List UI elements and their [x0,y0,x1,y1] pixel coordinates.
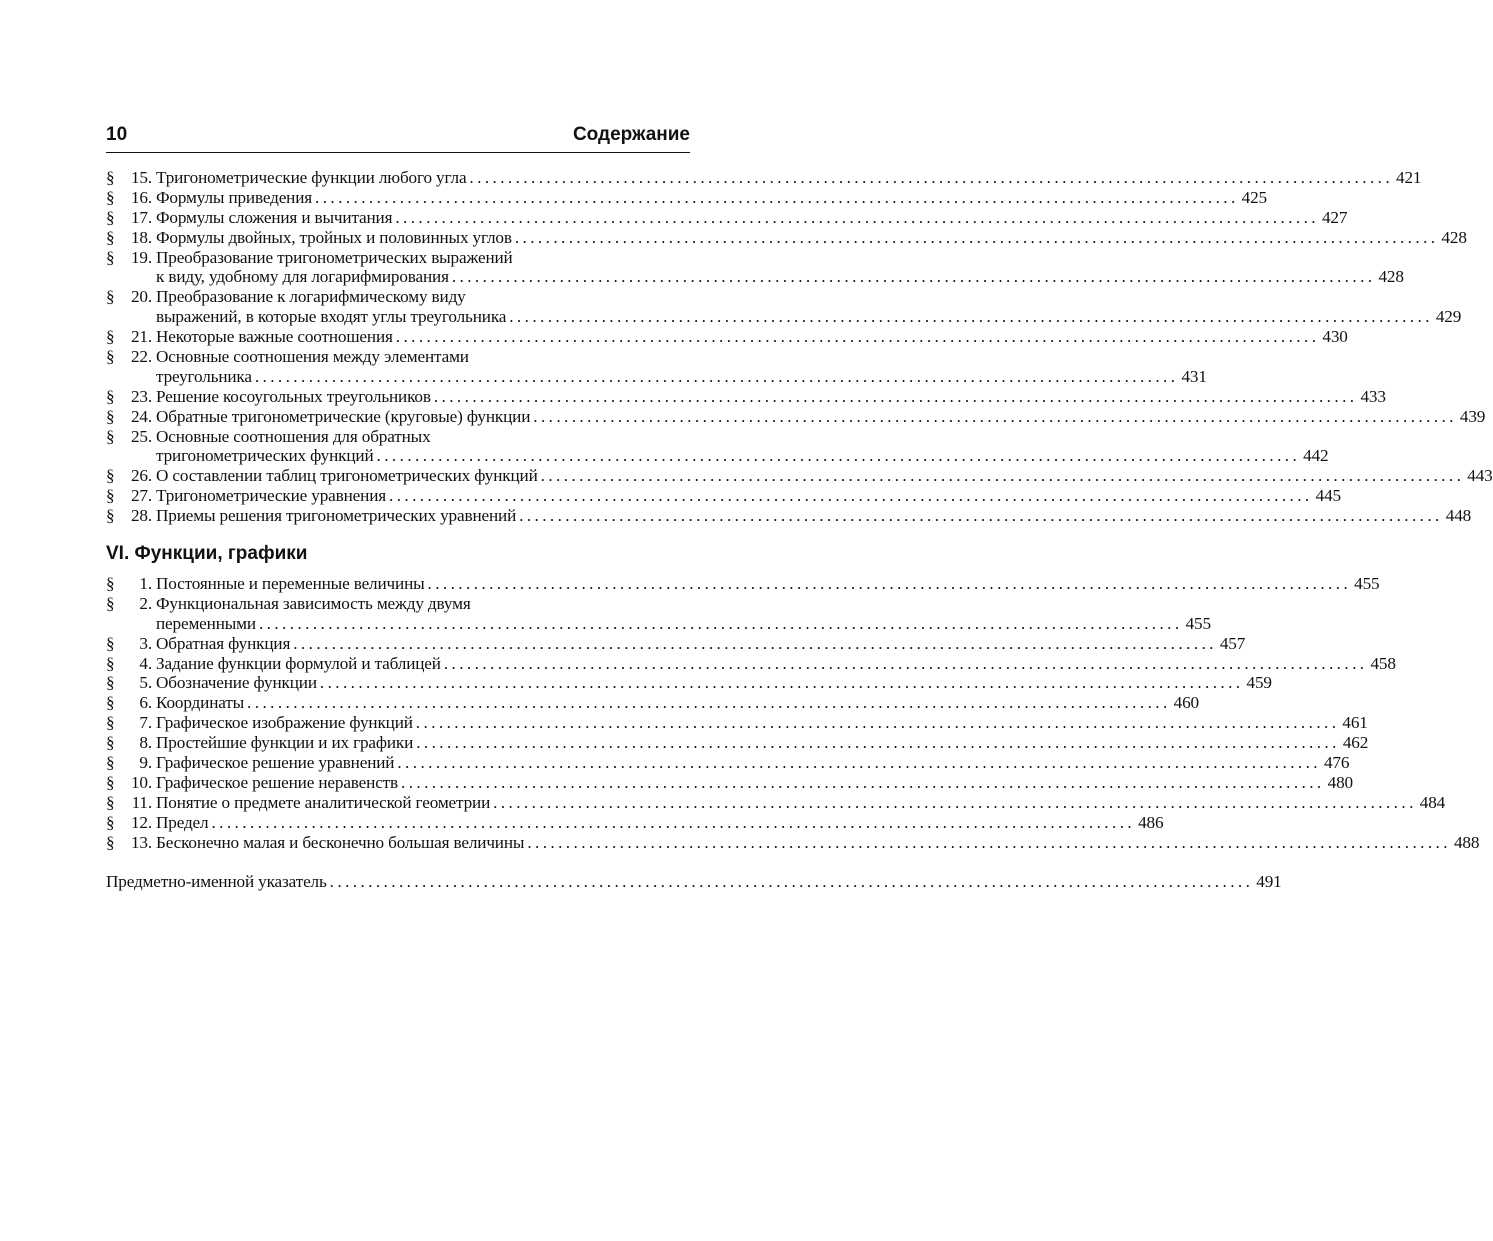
section-sign: § [106,466,115,486]
entry-number: 28. [130,506,152,526]
entry-number: 6. [139,693,152,713]
dot-leader: ........................................................................................................................ [493,792,1417,812]
section-sign: § [106,812,115,832]
dot-leader: ........................................................................................................................ [397,753,1321,773]
toc-entry[interactable] [106,386,1386,407]
section-sign: § [106,633,115,653]
section-number [106,168,156,188]
entry-title: О составлении таблиц тригонометрических функций [156,466,538,486]
entry-page: 458 [1370,653,1396,673]
entry-number: 19. [130,247,152,267]
entry-number: 17. [130,207,152,227]
entry-title: Постоянные и переменные величины [156,574,425,593]
section-sign: § [106,227,115,247]
dot-leader: ........................................................................................................................ [451,267,1376,287]
entry-title: Бесконечно малая и бесконечно большая величины [156,832,525,852]
toc-entry[interactable] [106,633,1246,654]
entry-page: 431 [1181,366,1207,386]
entry-page: 484 [1419,792,1446,812]
entry-title: треугольника [156,366,252,386]
part-heading: VI. Функции, графики [106,543,308,564]
entry-title: Функциональная зависимость между двумя [156,593,471,613]
toc-entry-index[interactable] [106,872,1282,892]
entry-title: Предметно-именной указатель [106,872,327,891]
dot-leader: ........................................................................................................................ [211,812,1136,832]
entry-title: Формулы сложения и вычитания [156,207,393,227]
section-number [106,228,156,248]
section-sign: § [106,713,115,733]
entry-page: 430 [1322,327,1348,347]
toc-entry[interactable] [106,733,1369,753]
entry-title: Формулы двойных, тройных и половинных углов [156,227,512,247]
section-number [106,427,156,447]
entry-number: 21. [130,327,152,347]
section-sign: § [106,653,115,673]
toc-entry[interactable] [106,693,1200,713]
entry-title: выражений, в которые входят углы треугольника [156,307,507,327]
toc-entry[interactable] [106,486,1341,506]
section-sign: § [106,426,115,446]
entry-page: 457 [1219,633,1246,653]
toc-entry[interactable] [106,248,690,268]
entry-title: Основные соотношения между элементами [156,347,469,367]
dot-leader: ........................................................................................................................ [401,772,1325,792]
dot-leader: ........................................................................................................................ [395,207,1319,227]
entry-title: Графическое изображение функций [156,713,413,733]
entry-number: 16. [130,187,152,207]
dot-leader: ........................................................................................................................ [540,466,1465,486]
section-number [106,833,156,853]
entry-number: 8. [139,733,152,753]
entry-number: 12. [130,812,152,832]
entry-title: Понятие о предмете аналитической геометрии [156,792,491,812]
toc-entry[interactable] [106,812,1164,833]
indent [106,307,156,327]
entry-title: Графическое решение неравенств [156,772,398,792]
section-number [106,188,156,208]
entry-page: 428 [1441,227,1467,247]
dot-leader: ........................................................................................................................ [519,506,1443,526]
dot-leader: ........................................................................................................................ [514,227,1439,247]
entry-number: 4. [139,653,152,673]
section-number [106,773,156,793]
toc-entry[interactable] [106,466,1493,486]
section-number [106,594,156,614]
page-number: 10 [106,124,128,145]
entry-number: 23. [130,386,152,406]
entry-page: 462 [1342,733,1369,753]
entry-page: 486 [1138,812,1164,832]
entry-page: 488 [1453,832,1480,852]
entry-page: 439 [1459,406,1486,426]
toc-entry[interactable] [106,832,1480,853]
toc-entry[interactable] [106,347,690,367]
section-sign: § [106,327,115,347]
entry-page: 428 [1378,267,1404,287]
section-sign: § [106,287,115,307]
dot-leader: ........................................................................................................................ [258,613,1183,633]
entry-number: 20. [130,287,152,307]
toc-list-part-vi [106,574,1480,852]
section-sign: § [106,247,115,267]
entry-title: Приемы решения тригонометрических уравнений [156,506,517,526]
toc-entry[interactable] [106,366,1207,387]
indent [106,267,156,287]
entry-page: 427 [1321,207,1348,227]
section-number [106,248,156,268]
entry-title: Обозначение функции [156,673,317,693]
section-number [106,813,156,833]
section-sign: § [106,168,115,187]
section-number [106,753,156,773]
toc-entry[interactable] [106,772,1353,793]
toc-entry[interactable] [106,307,1462,327]
entry-number: 13. [130,832,152,852]
entry-page: 459 [1246,673,1272,693]
entry-page: 455 [1185,613,1211,633]
running-header [106,124,690,153]
section-sign: § [106,673,115,693]
entry-page: 448 [1445,506,1472,526]
section-number [106,287,156,307]
toc-entry[interactable] [106,594,690,614]
section-number [106,486,156,506]
entry-number: 10. [130,772,152,792]
toc-entry[interactable] [106,227,1467,248]
entry-title: Задание функции формулой и таблицей [156,653,441,673]
section-sign: § [106,386,115,406]
toc-entry[interactable] [106,792,1446,813]
entry-number: 5. [139,673,152,693]
entry-page: 442 [1303,446,1329,466]
entry-title: Преобразование тригонометрических выражений [156,247,513,267]
toc-entry[interactable] [106,427,690,447]
section-number [106,506,156,526]
toc-entry[interactable] [106,613,1211,634]
entry-number: 2. [139,593,152,613]
entry-number: 24. [130,406,152,426]
toc-index [106,872,1282,892]
dot-leader: ........................................................................................................................ [315,187,1239,207]
section-number [106,733,156,753]
entry-page: 480 [1327,772,1353,792]
section-sign: § [106,406,115,426]
dot-leader: ........................................................................................................................ [415,713,1340,733]
section-sign: § [106,733,115,753]
indent [106,446,156,466]
entry-number: 25. [130,426,152,446]
dot-leader: ........................................................................................................................ [509,307,1433,327]
entry-title: Решение косоугольных треугольников [156,386,431,406]
section-number [106,574,156,594]
toc-entry[interactable] [106,207,1348,228]
section-number [106,693,156,713]
entry-number: 27. [130,486,152,506]
section-sign: § [106,574,115,593]
entry-title: Обратные тригонометрические (круговые) функции [156,406,531,426]
entry-number: 26. [130,466,152,486]
section-sign: § [106,772,115,792]
section-number [106,793,156,813]
toc-entry[interactable] [106,327,1348,347]
entry-title: Основные соотношения для обратных [156,426,431,446]
indent [106,614,156,634]
entry-number: 1. [139,574,152,593]
dot-leader: ........................................................................................................................ [427,574,1352,593]
entry-number: 3. [139,633,152,653]
dot-leader: ........................................................................................................................ [389,486,1313,506]
toc-entry[interactable] [106,446,1329,466]
section-number [106,466,156,486]
section-sign: § [106,486,115,506]
section-number [106,654,156,674]
dot-leader: ........................................................................................................................ [247,693,1171,713]
dot-leader: ........................................................................................................................ [433,386,1358,406]
section-number [106,208,156,228]
entry-page: 433 [1360,386,1386,406]
section-sign: § [106,506,115,526]
toc-entry[interactable] [106,406,1486,427]
section-number [106,634,156,654]
entry-number: 7. [139,713,152,733]
entry-page: 425 [1241,187,1267,207]
entry-title: Координаты [156,693,245,713]
section-number [106,347,156,367]
entry-page: 443 [1467,466,1493,486]
entry-page: 445 [1315,486,1341,506]
dot-leader: ........................................................................................................................ [527,832,1451,852]
entry-title: Графическое решение уравнений [156,753,395,773]
toc-entry[interactable] [106,187,1267,208]
section-number [106,713,156,733]
entry-page: 460 [1173,693,1200,713]
entry-title: к виду, удобному для логарифмирования [156,267,449,287]
toc-entry[interactable] [106,673,1272,693]
section-sign: § [106,792,115,812]
toc-entry[interactable] [106,267,1404,287]
dot-leader: ........................................................................................................................ [395,327,1320,347]
toc-entry[interactable] [106,287,690,307]
entry-number: 18. [130,227,152,247]
entry-title: Тригонометрические функции любого угла [156,168,467,187]
entry-number: 15. [130,168,152,187]
section-number [106,387,156,407]
dot-leader: ........................................................................................................................ [254,366,1179,386]
section-sign: § [106,187,115,207]
dot-leader: ........................................................................................................................ [293,633,1217,653]
entry-title: Формулы приведения [156,187,313,207]
dot-leader: ........................................................................................................................ [443,653,1368,673]
section-number [106,327,156,347]
dot-leader: ........................................................................................................................ [329,872,1254,891]
toc-entry[interactable] [106,574,1380,594]
indent [106,367,156,387]
dot-leader: ........................................................................................................................ [376,446,1301,466]
dot-leader: ........................................................................................................................ [319,673,1244,693]
entry-page: 491 [1256,872,1282,891]
section-sign: § [106,832,115,852]
entry-title: Обратная функция [156,633,291,653]
toc-entry[interactable] [106,753,1350,773]
section-number [106,673,156,693]
entry-title: Некоторые важные соотношения [156,327,393,347]
toc-entry[interactable] [106,713,1368,733]
entry-title: Простейшие функции и их графики [156,733,414,753]
section-sign: § [106,753,115,773]
dot-leader: ........................................................................................................................ [469,168,1394,187]
entry-number: 9. [139,753,152,773]
entry-title: Преобразование к логарифмическому виду [156,287,466,307]
section-sign: § [106,207,115,227]
toc-entry[interactable] [106,168,1422,188]
toc-list-part-v [106,168,1493,526]
section-number [106,407,156,427]
dot-leader: ........................................................................................................................ [416,733,1340,753]
entry-page: 455 [1354,574,1380,593]
entry-page: 421 [1396,168,1422,187]
entry-title: тригонометрических функций [156,446,374,466]
section-sign: § [106,593,115,613]
entry-title: переменными [156,613,256,633]
toc-entry[interactable] [106,653,1396,674]
entry-title: Предел [156,812,209,832]
entry-page: 429 [1435,307,1462,327]
entry-title: Тригонометрические уравнения [156,486,386,506]
section-sign: § [106,693,115,713]
dot-leader: ........................................................................................................................ [533,406,1457,426]
running-title: Содержание [572,124,690,145]
toc-entry[interactable] [106,506,1472,526]
entry-number: 22. [130,347,152,367]
entry-page: 461 [1342,713,1368,733]
section-sign: § [106,347,115,367]
entry-page: 476 [1323,753,1350,773]
entry-number: 11. [131,792,152,812]
